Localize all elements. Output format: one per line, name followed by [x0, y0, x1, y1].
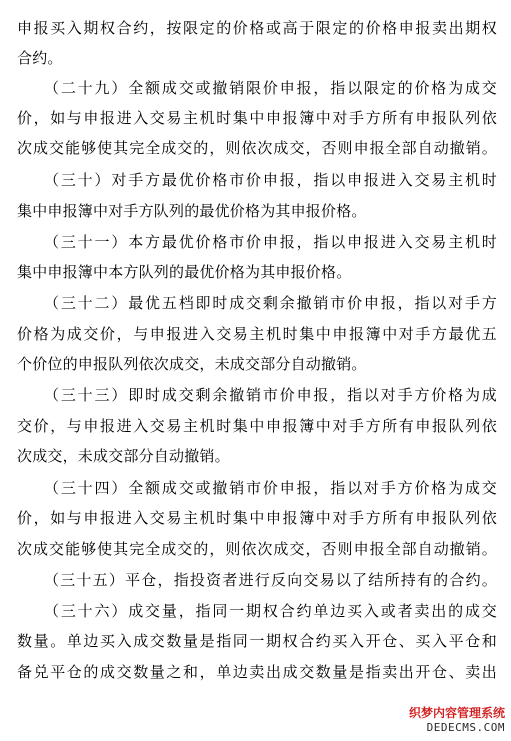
text-line: 集中申报簿中本方队列的最优价格为其申报价格。 [17, 263, 352, 281]
watermark-name: 织梦内容管理系统 [408, 706, 505, 720]
text-line: （三十四）全额成交或撤销市价申报，指以对手方价格为成交 [44, 479, 497, 497]
text-line: （三十二）最优五档即时成交剩余撤销市价申报，指以对手方 [44, 294, 497, 312]
text-line: （二十九）全额成交或撤销限价申报，指以限定的价格为成交 [44, 79, 497, 97]
text-line: 数量。单边买入成交数量是指同一期权合约买入开仓、买入平仓和 [17, 632, 497, 650]
text-line: （三十六）成交量，指同一期权合约单边买入或者卖出的成交 [44, 602, 497, 620]
text-line: 申报买入期权合约，按限定的价格或高于限定的价格申报卖出期权 [17, 19, 497, 37]
text-line: （三十一）本方最优价格市价申报，指以申报进入交易主机时 [44, 233, 497, 251]
text-line: 价，如与申报进入交易主机时集中申报簿中对手方所有申报队列依 [17, 109, 497, 127]
text-line: 个价位的申报队列依次成交，未成交部分自动撤销。 [17, 355, 367, 373]
text-line: （三十五）平仓，指投资者进行反向交易以了结所持有的合约。 [44, 571, 497, 589]
text-line: 集中申报簿中对手方队列的最优价格为其申报价格。 [17, 202, 367, 220]
text-line: （三十）对手方最优价格市价申报，指以申报进入交易主机时 [44, 171, 497, 189]
watermark-url: DEDECMS.COM [426, 721, 505, 734]
text-line: 价格为成交价，与申报进入交易主机时集中申报簿中对手方最优五 [17, 325, 497, 343]
text-line: 备兑平仓的成交数量之和，单边卖出成交数量是指卖出开仓、卖出 [17, 663, 497, 681]
text-line: 合约。 [17, 49, 63, 67]
text-line: 价，如与申报进入交易主机时集中申报簿中对手方所有申报队列依 [17, 509, 497, 527]
text-line: 次成交，未成交部分自动撤销。 [17, 447, 230, 465]
text-line: 交价，与申报进入交易主机时集中申报簿中对手方所有申报队列依 [17, 417, 497, 435]
text-line: （三十三）即时成交剩余撤销市价申报，指以对手方价格为成 [44, 386, 497, 404]
watermark [345, 705, 505, 735]
text-line: 次成交能够使其完全成交的，则依次成交，否则申报全部自动撤销。 [17, 540, 497, 558]
text-line: 次成交能够使其完全成交的，则依次成交，否则申报全部自动撤销。 [17, 139, 497, 157]
